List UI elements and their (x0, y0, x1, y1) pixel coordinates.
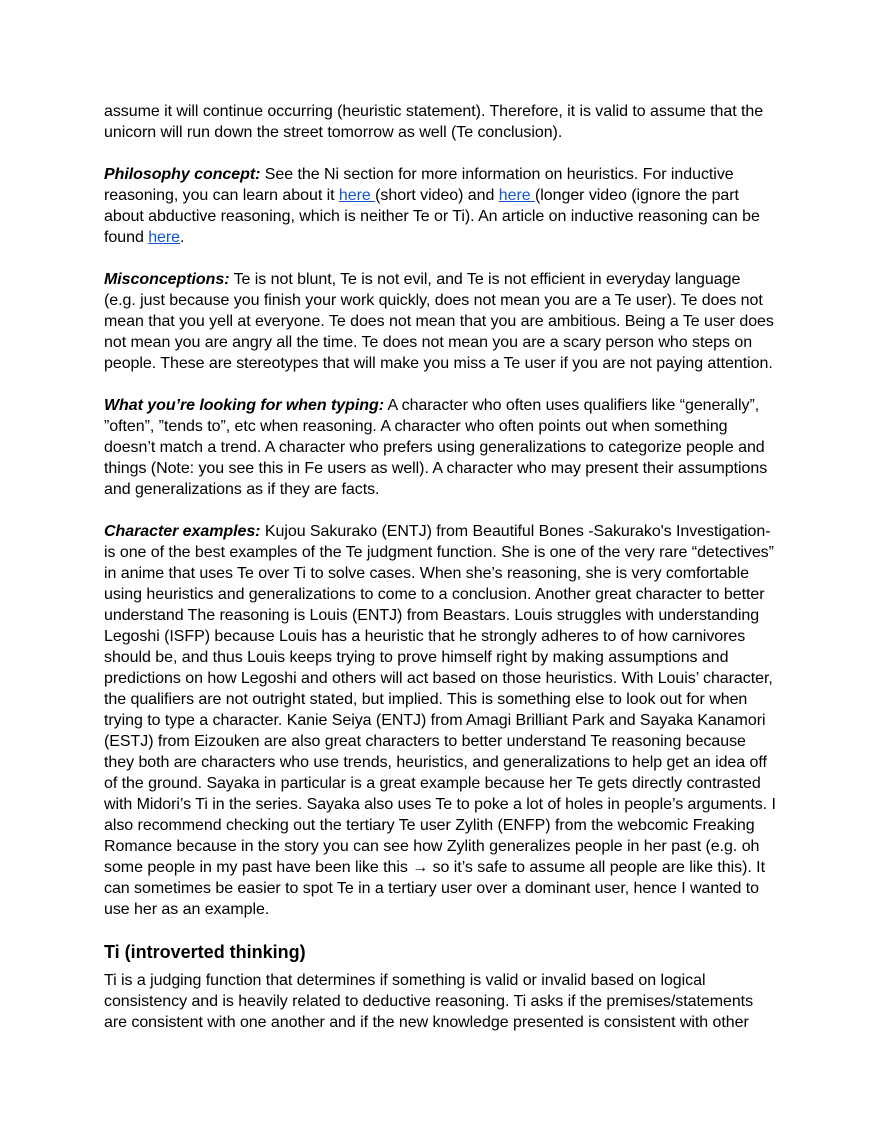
paragraph-text: Kujou Sakurako (ENTJ) from Beautiful Bones -Sakurako's Investigation- is one of the best examples of the Te judgment function. She is one of the very rare “detectives” in anime that uses Te over Ti to solve cases. When she’s reasoning, she is very comfortable using heuristics and generalizations to come to a conclusion. Another great character to better understand The reasoning is Louis (ENTJ) from Beastars. Louis struggles with understanding Legoshi (ISFP) because Louis has a heuristic that he strongly adheres to of how carnivores should be, and thus Louis keeps trying to prove himself right by making assumptions and predictions on how Legoshi and others will act based on those heuristics. With Louis’ character, the qualifiers are not outright stated, but implied. This is something else to look out for when trying to type a character. Kanie Seiya (ENTJ) from Amagi Brilliant Park and Sayaka Kanamori (ESTJ) from Eizouken are also great characters to better understand Te reasoning because they both are characters who use trends, heuristics, and generalizations to help get an idea off of the ground. Sayaka in particular is a great example because her Te gets directly contrasted with Midori’s Ti in the series. Sayaka also uses Te to poke a lot of holes in people’s arguments. I also recommend checking out the tertiary Te user Zylith (ENFP) from the webcomic Freaking Romance because in the story you can see how Zylith generalizes people in her past (e.g. oh some people in my past have been like this → so it’s safe to assume all people are like this). It can sometimes be easier to spot Te in a tertiary user over a dominant user, hence I wanted to use her as an example. (104, 523, 776, 918)
paragraph-character-examples (104, 521, 776, 920)
paragraph-text: (short video) and (375, 187, 499, 204)
section-label: Character examples: (104, 523, 261, 540)
paragraph-ti-intro (104, 970, 776, 1033)
paragraph-te-conclusion (104, 101, 776, 143)
section-heading: Ti (introverted thinking) (104, 942, 306, 962)
paragraph-text: Te is not blunt, Te is not evil, and Te is not efficient in everyday language (e.g. just because you finish your work quickly, does not mean you are a Te user). Te does not mean that you yell at everyone. Te does not mean that you are ambitious. Being a Te user does not mean you are angry all the time. Te does not mean you are a scary person who steps on people. These are stereotypes that will make you miss a Te user if you are not paying attention. (104, 271, 774, 372)
short-video-link[interactable]: here (338, 187, 376, 204)
paragraph-text: (longer video (ignore the part about abductive reasoning, which is neither Te or Ti). An article on inductive reasoning can be found (104, 187, 760, 246)
longer-video-link[interactable]: here (498, 187, 535, 204)
section-label: Misconceptions: (104, 271, 230, 288)
paragraph-text: A character who often uses qualifiers like “generally”, ”often”, ”tends to”, etc when reasoning. A character who often points out when something doesn’t match a trend. A character who prefers using generalizations to categorize people and things (Note: you see this in Fe users as well). A character who may present their assumptions and generalizations as if they are facts. (104, 397, 768, 498)
article-link[interactable]: here (148, 229, 181, 246)
paragraph-text: assume it will continue occurring (heuristic statement). Therefore, it is valid to assume that the unicorn will run down the street tomorrow as well (Te conclusion). (104, 103, 764, 141)
paragraph-typing-tips (104, 395, 776, 500)
section-label: What you’re looking for when typing: (104, 397, 384, 414)
paragraph-text: See the Ni section for more information on heuristics. For inductive reasoning, you can learn about it (104, 166, 734, 204)
section-label: Philosophy concept: (104, 166, 261, 183)
paragraph-text: Ti is a judging function that determines if something is valid or invalid based on logical consistency and is heavily related to deductive reasoning. Ti asks if the premises/statements are consistent with one another and if the new knowledge presented is consistent with other (104, 972, 754, 1031)
paragraph-misconceptions (104, 269, 776, 374)
paragraph-philosophy-concept (104, 164, 776, 248)
paragraph-text: . (180, 229, 185, 246)
